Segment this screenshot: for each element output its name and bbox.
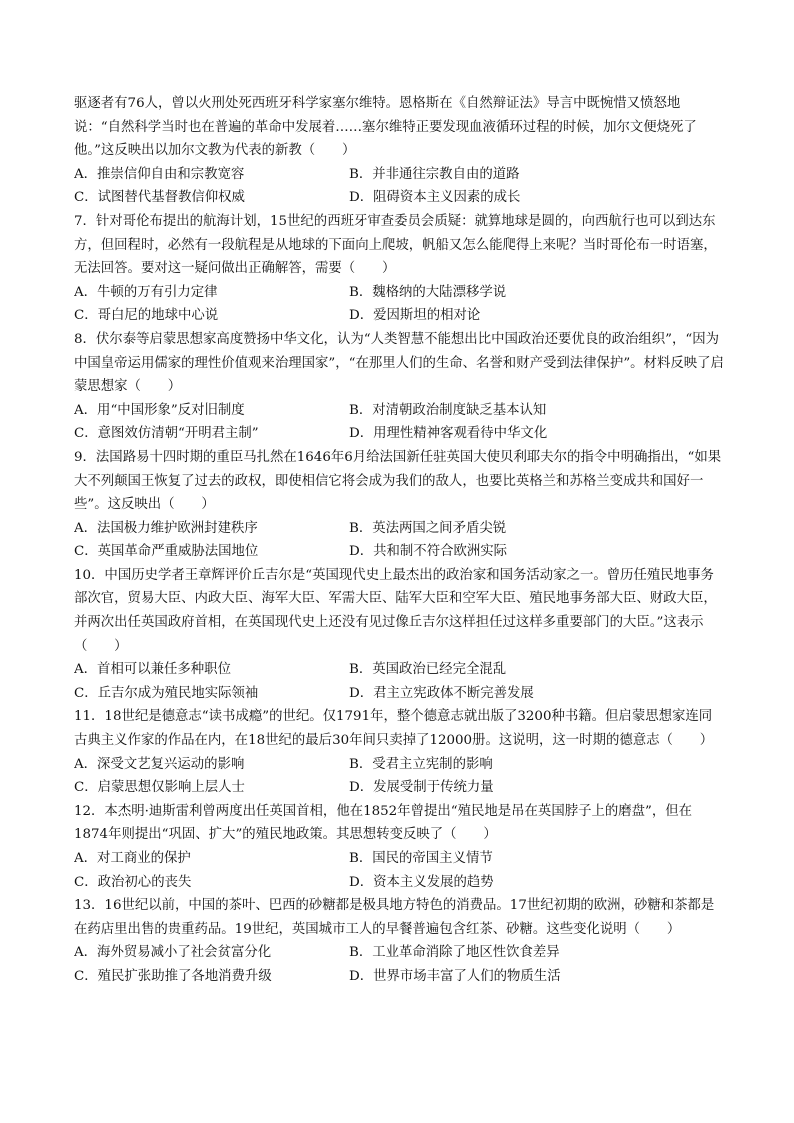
- exam-page: [74, 92, 724, 989]
- option-b: B．魏格纳的大陆漂移学说: [349, 284, 507, 300]
- question-6-continued: [74, 92, 724, 210]
- option-d: D．发展受制于传统力量: [349, 780, 494, 796]
- options-grid: [74, 941, 724, 988]
- option-c: C．启蒙思想仅影响上层人士: [74, 780, 245, 796]
- option-c: C．英国革命严重威胁法国地位: [74, 544, 259, 560]
- options-grid: [74, 281, 724, 328]
- question-9: [74, 446, 724, 564]
- question-stem: 11．18世纪是德意志“读书成瘾”的世纪。仅1791年，整个德意志就出版了3200种书籍。但启蒙思想家连同古典主义作家的作品在内，在18世纪的最后30年间只卖掉了12000册。这说明，这一时期的德意志（ ）: [74, 709, 714, 749]
- option-d: D．爱因斯坦的相对论: [349, 308, 481, 324]
- question-stem: 12．本杰明·迪斯雷利曾两度出任英国首相，他在1852年曾提出“殖民地是吊在英国脖子上的磨盘”，但在1874年则提出“巩固、扩大”的殖民地政策。其思想转变反映了（ ）: [74, 803, 693, 843]
- options-grid: [74, 163, 724, 210]
- question-stem: 13．16世纪以前，中国的茶叶、巴西的砂糖都是极具地方特色的消费品。17世纪初期的欧洲，砂糖和茶都是在药店里出售的贵重药品。19世纪，英国城市工人的早餐普遍包含红茶、砂糖。这些变化说明（ ）: [74, 898, 715, 937]
- option-c: C．政治初心的丧失: [74, 874, 192, 890]
- option-a: A．对工商业的保护: [74, 851, 191, 866]
- option-d: D．资本主义发展的趋势: [349, 874, 494, 890]
- option-d: D．阻碍资本主义因素的成长: [349, 190, 521, 206]
- option-b: B．并非通往宗教自由的道路: [349, 166, 520, 182]
- options-grid: [74, 753, 724, 800]
- option-d: D．世界市场丰富了人们的物质生活: [349, 968, 561, 984]
- question-7: [74, 210, 724, 328]
- options-grid: [74, 847, 724, 894]
- question-8: [74, 328, 724, 446]
- question-11: [74, 705, 724, 799]
- option-a: A．牛顿的万有引力定律: [74, 284, 218, 300]
- question-stem: 驱逐者有76人，曾以火刑处死西班牙科学家塞尔维特。恩格斯在《自然辩证法》导言中既惋惜又愤怒地说：“自然科学当时也在普遍的革命中发展着……塞尔维特正要发现血液循环过程的时候，加尔文便烧死了他。”这反映出以加尔文教为代表的新教（ ）: [74, 96, 697, 159]
- options-grid: [74, 658, 724, 705]
- option-c: C．殖民扩张助推了各地消费升级: [74, 968, 272, 984]
- option-b: B．英法两国之间矛盾尖锐: [349, 520, 507, 536]
- option-b: B．受君主立宪制的影响: [349, 756, 493, 772]
- option-c: C．丘吉尔成为殖民地实际领袖: [74, 685, 259, 701]
- option-a: A．首相可以兼任多种职位: [74, 662, 231, 678]
- question-13: [74, 894, 724, 988]
- question-stem: 8．伏尔泰等启蒙思想家高度赞扬中华文化，认为“人类智慧不能想出比中国政治还要优良的政治组织”，“因为中国皇帝运用儒家的理性价值观来治理国家”，“在那里人们的生命、名誉和财产受到法律保护”。材料反映了启蒙思想家（ ）: [74, 331, 724, 395]
- option-b: B．英国政治已经完全混乱: [349, 662, 507, 678]
- option-d: D．用理性精神客观看待中华文化: [349, 426, 548, 442]
- option-c: C．试图替代基督教信仰权威: [74, 190, 245, 206]
- options-grid: [74, 399, 724, 446]
- option-c: C．意图效仿清朝“开明君主制”: [74, 426, 259, 442]
- option-c: C．哥白尼的地球中心说: [74, 308, 219, 324]
- option-a: A．法国极力维护欧洲封建秩序: [74, 520, 258, 536]
- option-a: A．推崇信仰自由和宗教宽容: [74, 166, 245, 182]
- options-grid: [74, 517, 724, 564]
- option-b: B．工业革命消除了地区性饮食差异: [349, 945, 560, 961]
- option-a: A．海外贸易减小了社会贫富分化: [74, 945, 272, 961]
- question-10: [74, 564, 724, 706]
- option-b: B．对清朝政治制度缺乏基本认知: [349, 402, 547, 418]
- option-d: D．君主立宪政体不断完善发展: [349, 685, 534, 701]
- option-d: D．共和制不符合欧洲实际: [349, 544, 508, 560]
- option-a: A．深受文艺复兴运动的影响: [74, 756, 245, 772]
- option-a: A．用“中国形象”反对旧制度: [74, 402, 245, 418]
- question-12: [74, 800, 724, 894]
- question-stem: 9．法国路易十四时期的重臣马扎然在1646年6月给法国新任驻英国大使贝利耶夫尔的指令中明确指出，“如果大不列颠国王恢复了过去的政权，即使相信它将会成为我们的敌人，也要比英格兰和苏格兰变成共和国好一些”。这反映出（ ）: [74, 449, 722, 513]
- question-stem: 10．中国历史学者王章辉评价丘吉尔是“英国现代史上最杰出的政治家和国务活动家之一。曾历任殖民地事务部次官，贸易大臣、内政大臣、海军大臣、军需大臣、陆军大臣和空军大臣、殖民地事务部大臣、财政大臣，并两次出任英国政府首相，在英国现代史上还没有见过像丘吉尔这样担任过这样多重要部门的大臣。”这表示（ ）: [74, 567, 717, 654]
- question-stem: 7．针对哥伦布提出的航海计划，15世纪的西班牙审查委员会质疑：就算地球是圆的，向西航行也可以到达东方，但回程时，必然有一段航程是从地球的下面向上爬坡，帆船又怎么能爬得上来呢？当时哥伦布一时语塞，无法回答。要对这一疑问做出正确解答，需要（ ）: [74, 213, 717, 277]
- option-b: B．国民的帝国主义情节: [349, 851, 493, 866]
